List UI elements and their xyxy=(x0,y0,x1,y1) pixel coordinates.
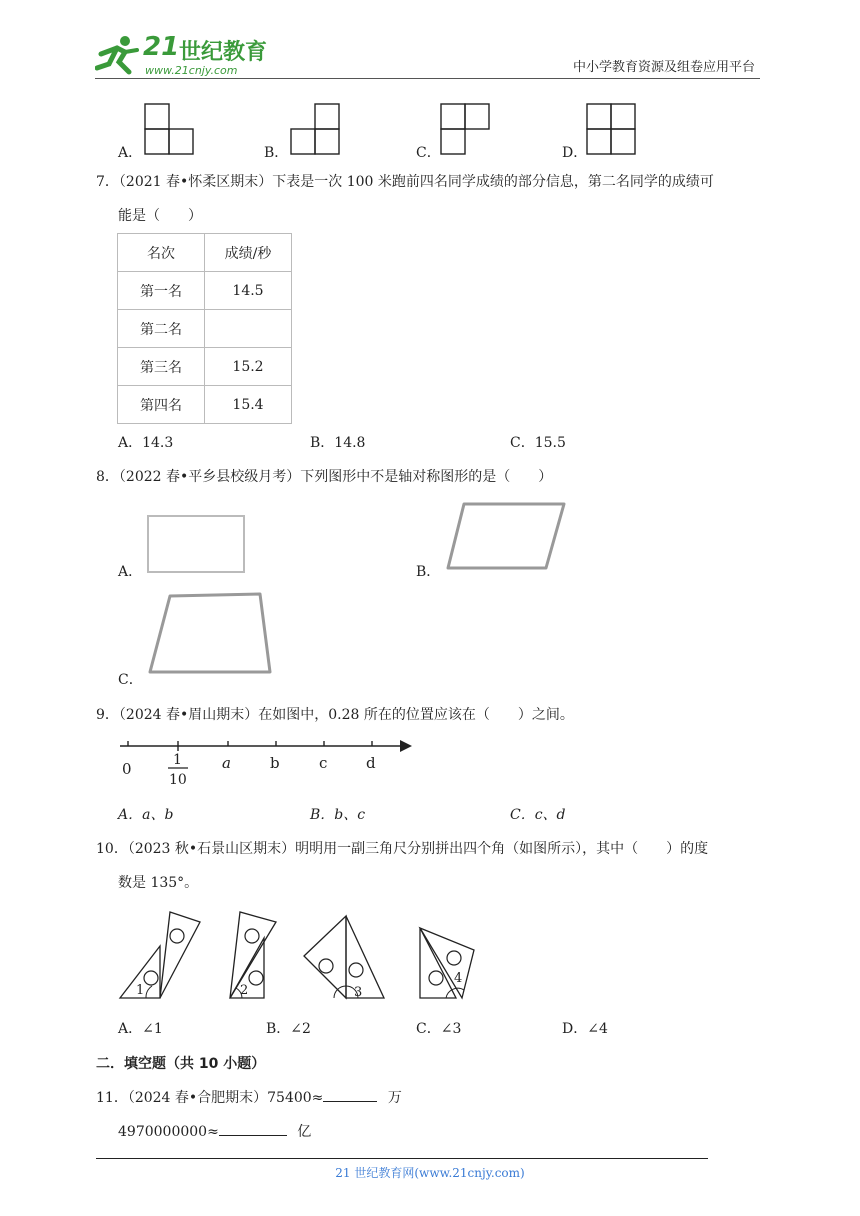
q11-line2 xyxy=(118,1121,311,1142)
q8-trapezoid-figure xyxy=(142,588,278,680)
table-cell: 第二名 xyxy=(118,310,205,348)
footer-text[interactable]: 21 世纪教育网(www.21cnjy.com) xyxy=(335,1166,525,1180)
q10-stem-line1: 10．（2023 秋•石景山区期末）明明用一副三角尺分别拼出四个角（如图所示），其中（ ）的度 xyxy=(96,841,709,857)
table-header-row xyxy=(118,234,292,272)
q6-figure-a xyxy=(144,102,196,156)
q6-figure-b xyxy=(290,102,342,156)
q9-option-b: B．b、c xyxy=(310,807,366,823)
q10-stem-line2: 数是 135°。 xyxy=(118,875,199,891)
header-divider xyxy=(95,78,760,79)
table-cell: 第一名 xyxy=(118,272,205,310)
angle-label-1: 1 xyxy=(136,983,145,998)
table-cell: 15.2 xyxy=(205,348,292,386)
q10-option-d: D．∠4 xyxy=(562,1021,608,1037)
q8-stem: 8．（2022 春•平乡县校级月考）下列图形中不是轴对称图形的是（ ） xyxy=(96,469,553,485)
q11-answer-blank-1[interactable] xyxy=(323,1087,377,1102)
footer-divider xyxy=(96,1158,708,1159)
q10-angle-figure-3 xyxy=(300,912,390,1002)
q8-parallelogram-figure xyxy=(440,498,570,574)
q8-rectangle-figure xyxy=(142,510,250,576)
q10-angle-figure-4 xyxy=(416,924,478,1002)
q8-option-a: A． xyxy=(118,564,143,580)
table-header-cell: 成绩/秒 xyxy=(205,234,292,272)
platform-title: 中小学教育资源及组卷应用平台 xyxy=(572,60,755,75)
q9-number-line xyxy=(116,736,416,790)
table-cell: 15.4 xyxy=(205,386,292,424)
q7-stem-line1: 7．（2021 春•怀柔区期末）下表是一次 100 米跑前四名同学成绩的部分信息，第二名同学的成绩可 xyxy=(96,174,714,190)
q11-line2-text: 4970000000≈ xyxy=(118,1124,219,1140)
q11-answer-blank-2[interactable] xyxy=(219,1121,287,1136)
numberline-frac-den: 10 xyxy=(169,772,187,788)
q6-options xyxy=(118,102,678,161)
section-title: 二．填空题（共 10 小题） xyxy=(96,1056,266,1072)
q7-option-b: B．14.8 xyxy=(310,435,366,451)
table-row xyxy=(118,310,292,348)
q9-option-a: A．a、b xyxy=(118,807,174,823)
table-header-cell: 名次 xyxy=(118,234,205,272)
q6-option-b: B． xyxy=(264,145,289,161)
q7-option-a: A．14.3 xyxy=(118,435,174,451)
table-row xyxy=(118,272,292,310)
q10-option-c: C．∠3 xyxy=(416,1021,462,1037)
q6-option-d: D． xyxy=(562,145,588,161)
logo-url: www.21cnjy.com xyxy=(145,64,238,77)
logo-text: 世纪教育 xyxy=(179,40,268,65)
q6-option-a: A． xyxy=(118,145,143,161)
q9-option-c: C．c、d xyxy=(510,807,566,823)
numberline-a-label: a xyxy=(222,754,231,772)
angle-label-3: 3 xyxy=(354,985,363,1000)
table-cell: 第三名 xyxy=(118,348,205,386)
numberline-d-label: d xyxy=(366,754,376,772)
table-cell xyxy=(205,310,292,348)
q10-option-a: A．∠1 xyxy=(118,1021,163,1037)
q10-angle-figure-1 xyxy=(116,906,206,1002)
q6-figure-d xyxy=(586,102,638,156)
q11-line2-unit: 亿 xyxy=(297,1124,312,1140)
numberline-zero-label: 0 xyxy=(122,760,132,778)
angle-label-4: 4 xyxy=(454,971,463,986)
runner-logo-icon xyxy=(95,34,143,76)
q8-option-c: C． xyxy=(118,672,143,688)
numberline-frac-num: 1 xyxy=(173,752,182,768)
q11-line1-unit: 万 xyxy=(387,1090,402,1106)
q7-stem-line2: 能是（ ） xyxy=(118,208,202,224)
header xyxy=(95,30,760,80)
numberline-c-label: c xyxy=(319,754,328,772)
table-row xyxy=(118,348,292,386)
numberline-b-label: b xyxy=(270,754,280,772)
q6-option-c: C． xyxy=(416,145,441,161)
q7-option-c: C．15.5 xyxy=(510,435,566,451)
q10-option-b: B．∠2 xyxy=(266,1021,311,1037)
table-cell: 14.5 xyxy=(205,272,292,310)
q11-line1 xyxy=(96,1087,402,1108)
q11-line1-text: 11．（2024 春•合肥期末）75400≈ xyxy=(96,1090,324,1106)
table-row xyxy=(118,386,292,424)
table-cell: 第四名 xyxy=(118,386,205,424)
q7-table xyxy=(117,233,292,424)
logo-number: 21 xyxy=(143,32,180,62)
q6-figure-c xyxy=(440,102,492,156)
q8-option-b: B． xyxy=(416,564,441,580)
angle-label-2: 2 xyxy=(240,983,249,998)
q10-angle-figure-2 xyxy=(222,908,284,1002)
q9-stem: 9．（2024 春•眉山期末）在如图中，0.28 所在的位置应该在（ ）之间。 xyxy=(96,707,574,723)
